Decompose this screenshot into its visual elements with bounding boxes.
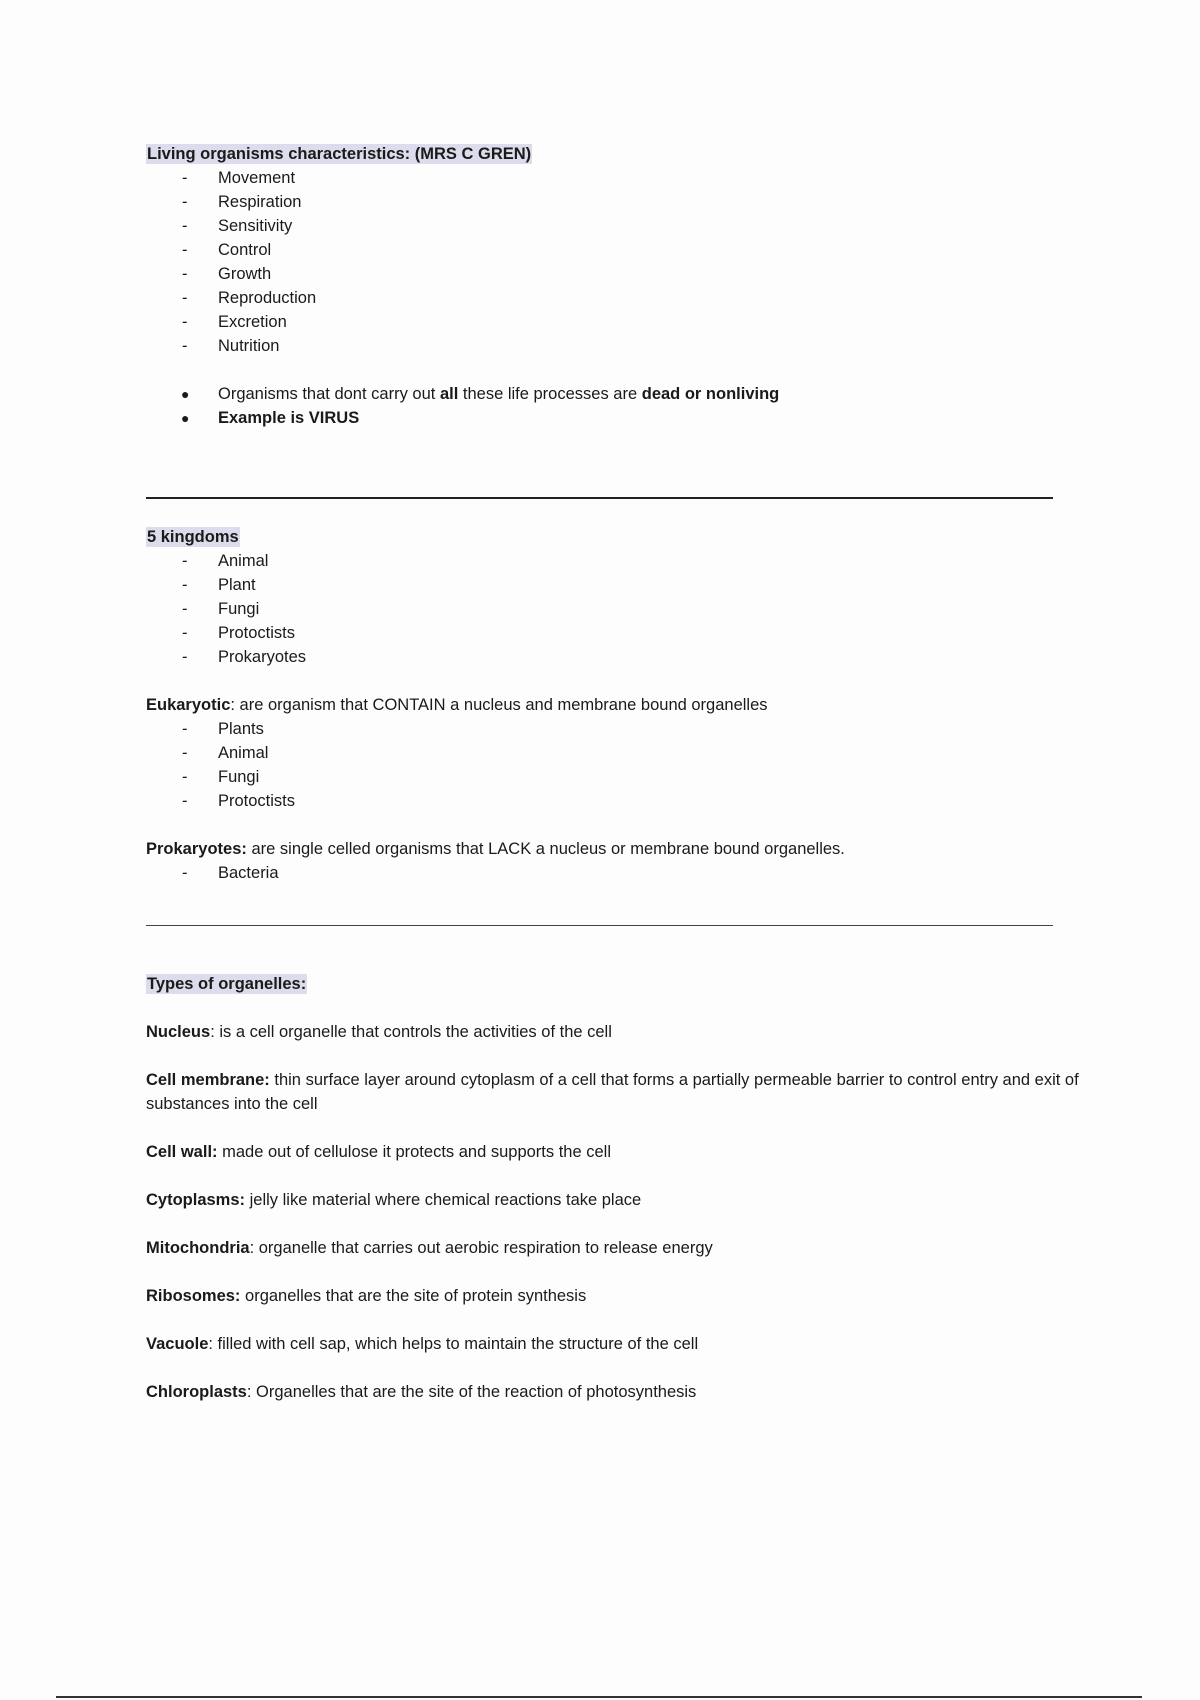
heading-organelles: Types of organelles: xyxy=(147,975,307,993)
eukaryotic-definition: Eukaryotic: are organism that CONTAIN a nucleus and membrane bound organelles xyxy=(146,696,768,714)
document-page xyxy=(146,142,1096,1404)
list-item: - Growth xyxy=(182,265,272,283)
list-item: - Prokaryotes xyxy=(182,648,307,666)
list-item: - Animal xyxy=(182,744,269,762)
list-item: - Protoctists xyxy=(182,624,296,642)
definition-cell-membrane: Cell membrane: thin surface layer around cytoplasm of a cell that forms a partially permeable barrier to control entry and exit of substances into the cell xyxy=(146,1071,1079,1113)
list-item: - Reproduction xyxy=(182,289,317,307)
list-item: - Movement xyxy=(182,169,296,187)
section-characteristics xyxy=(146,142,1096,430)
characteristics-list xyxy=(146,166,1096,358)
list-item: - Fungi xyxy=(182,768,260,786)
list-item: - Plants xyxy=(182,720,264,738)
bullet-item: ● Example is VIRUS xyxy=(146,406,1096,430)
definition-ribosomes: Ribosomes: organelles that are the site of protein synthesis xyxy=(146,1287,587,1305)
prokaryotes-definition: Prokaryotes: are single celled organisms that LACK a nucleus or membrane bound organelles. xyxy=(146,840,845,858)
kingdoms-list xyxy=(146,549,1096,669)
notes-bullet-list xyxy=(146,382,1096,430)
heading-kingdoms: 5 kingdoms xyxy=(147,528,239,546)
bullet-icon: ● xyxy=(181,386,190,402)
heading-characteristics: Living organisms characteristics: (MRS C GREN) xyxy=(147,145,532,163)
section-kingdoms xyxy=(146,525,1096,885)
definition-cytoplasms: Cytoplasms: jelly like material where chemical reactions take place xyxy=(146,1191,642,1209)
list-item: - Sensitivity xyxy=(182,217,293,235)
list-item: - Animal xyxy=(182,552,269,570)
list-item: - Plant xyxy=(182,576,256,594)
list-item: - Protoctists xyxy=(182,792,296,810)
definition-chloroplasts: Chloroplasts: Organelles that are the site of the reaction of photosynthesis xyxy=(146,1383,697,1401)
section-organelles xyxy=(146,972,1096,1404)
list-item: - Respiration xyxy=(182,193,302,211)
prokaryotes-list xyxy=(146,861,1096,885)
eukaryotic-list xyxy=(146,717,1096,813)
page-bottom-rule xyxy=(56,1696,1142,1698)
definition-cell-wall: Cell wall: made out of cellulose it protects and supports the cell xyxy=(146,1143,612,1161)
bullet-icon: ● xyxy=(181,410,190,426)
definition-nucleus: Nucleus: is a cell organelle that controls the activities of the cell xyxy=(146,1023,612,1041)
bullet-item: ● Organisms that dont carry out all these life processes are dead or nonliving xyxy=(146,382,1096,406)
list-item: - Nutrition xyxy=(182,337,280,355)
list-item: - Fungi xyxy=(182,600,260,618)
list-item: - Bacteria xyxy=(182,864,279,882)
list-item: - Control xyxy=(182,241,272,259)
definition-vacuole: Vacuole: filled with cell sap, which helps to maintain the structure of the cell xyxy=(146,1335,699,1353)
list-item: - Excretion xyxy=(182,313,287,331)
definition-mitochondria: Mitochondria: organelle that carries out aerobic respiration to release energy xyxy=(146,1239,713,1257)
